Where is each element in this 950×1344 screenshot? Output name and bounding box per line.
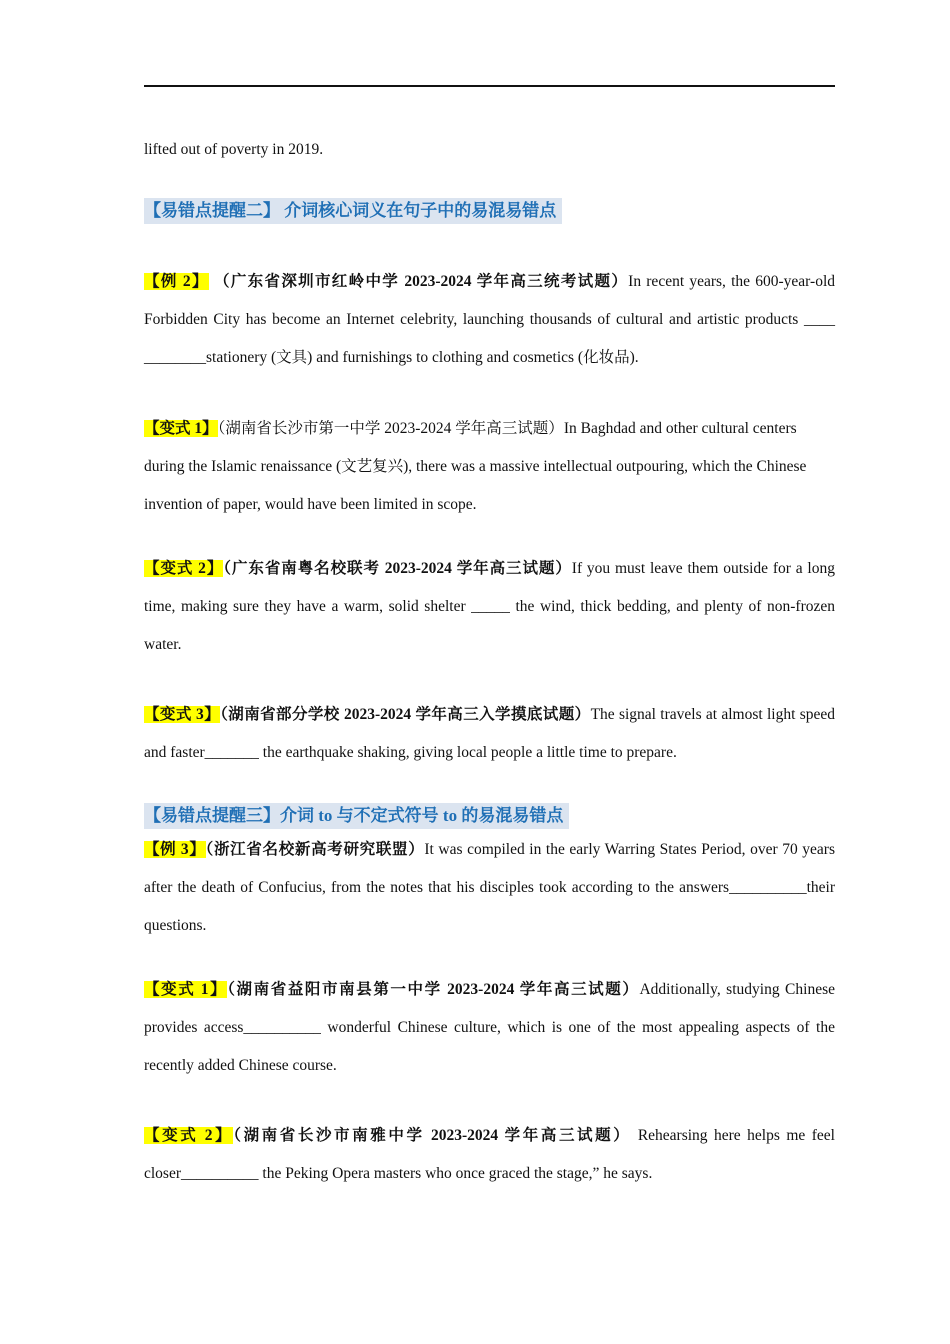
variant-tag: 【变式 1】 xyxy=(144,420,218,437)
example-text: In recent years, the 600-year-old Forbidden City has become an Internet celebrity, launching thousands of cultural and artistic products ____ ________stationery (文具) and furnishings to clothing and cosmetics (化妆品). xyxy=(144,273,835,366)
example-source: （广东省深圳市红岭中学 2023-2024 学年高三统考试题） xyxy=(214,273,629,290)
variant-text: In Baghdad and other cultural centers during the Islamic renaissance (文艺复兴), there was a massive intellectual outpouring, which the Chinese invention of paper, would have been limited in scope. xyxy=(144,420,807,513)
example-text: It was compiled in the early Warring States Period, over 70 years after the death of Confucius, from the notes that his disciples took according to the answers__________their questions. xyxy=(144,841,835,934)
header-rule xyxy=(144,85,835,87)
variant-source: （广东省南粤名校联考 2023-2024 学年高三试题） xyxy=(223,560,572,577)
variant-text: The signal travels at almost light speed and faster_______ the earthquake shaking, giving local people a little time to prepare. xyxy=(144,706,835,761)
variant-tag: 【变式 2】 xyxy=(144,560,224,577)
example-tag: 【例 3】 xyxy=(144,841,206,858)
example-3 xyxy=(144,831,835,945)
example-source: （浙江省名校新高考研究联盟） xyxy=(205,841,425,858)
variant-2-3 xyxy=(144,696,835,772)
variant-text: Rehearsing here helps me feel closer__________ the Peking Opera masters who once graced the stage,” he says. xyxy=(144,1127,835,1182)
example-2 xyxy=(144,263,835,377)
variant-source: （湖南省部分学校 2023-2024 学年高三入学摸底试题） xyxy=(220,706,591,723)
variant-tag: 【变式 2】 xyxy=(144,1127,234,1144)
example-tag: 【例 2】 xyxy=(144,273,209,290)
variant-3-2 xyxy=(144,1117,835,1193)
variant-source: （湖南省长沙市南雅中学 2023-2024 学年高三试题） xyxy=(233,1127,632,1144)
variant-3-1 xyxy=(144,971,835,1085)
variant-2-2 xyxy=(144,550,835,664)
variant-text: Additionally, studying Chinese provides access__________ wonderful Chinese culture, which is one of the most appealing aspects of the recently added Chinese course. xyxy=(144,981,835,1074)
variant-text: If you must leave them outside for a long time, making sure they have a warm, solid shelter _____ the wind, thick bedding, and plenty of non-frozen water. xyxy=(144,560,835,653)
variant-source: （湖南省益阳市南县第一中学 2023-2024 学年高三试题） xyxy=(227,981,640,998)
section-heading-2: 【易错点提醒二】 介词核心词义在句子中的易混易错点 xyxy=(144,198,562,224)
variant-tag: 【变式 3】 xyxy=(144,706,221,723)
variant-2-1 xyxy=(144,410,835,524)
intro-text xyxy=(144,131,835,169)
variant-tag: 【变式 1】 xyxy=(144,981,228,998)
variant-source: （湖南省长沙市第一中学 2023-2024 学年高三试题） xyxy=(217,420,564,437)
intro-line: lifted out of poverty in 2019. xyxy=(144,141,324,158)
section-heading-3: 【易错点提醒三】介词 to 与不定式符号 to 的易混易错点 xyxy=(144,803,569,829)
